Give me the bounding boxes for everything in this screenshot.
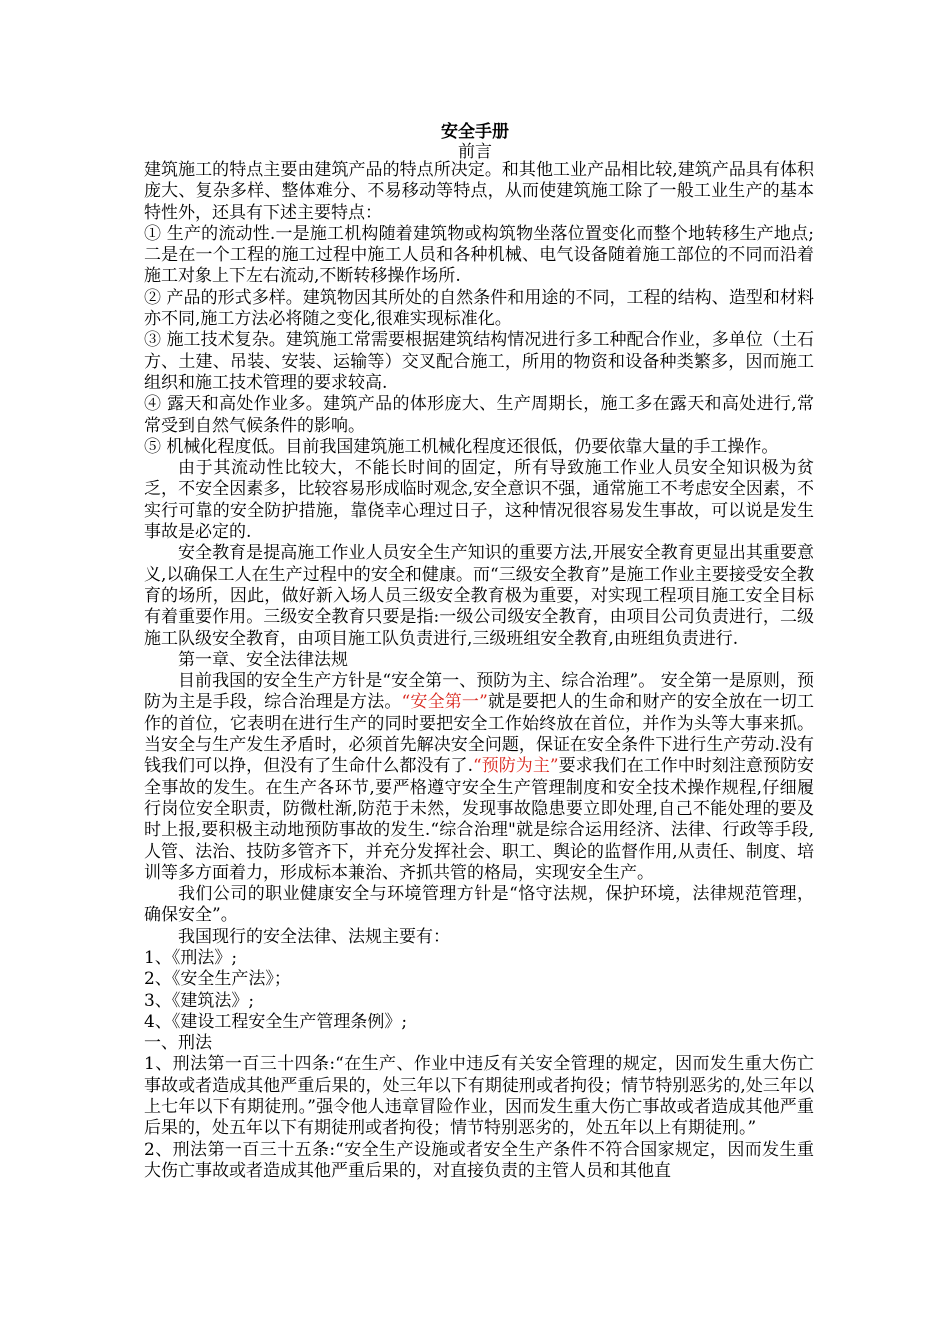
safety-first-highlight: “安全第一”	[401, 692, 488, 713]
policy-text-2: 就是要把人的生命和财产的安全放在一切工作的首位，它表明在进行生产的同时要把安全工作始终放在首位，并作为头等大事来抓。当安全与生产发生矛盾时，必须首先解决安全问题，保证在安全条件下进行生产劳动.没有钱我们可以挣，但没有了生命什么都没有了.	[144, 692, 815, 777]
mobility-paragraph: 由于其流动性比较大，不能长时间的固定，所有导致施工作业人员安全知识极为贫乏，不安全因素多，比较容易形成临时观念,安全意识不强，通常施工不考虑安全因素，不实行可靠的安全防护措施，靠侥幸心理过日子，这种情况很容易发生事故，可以说是发生事故是必定的.	[144, 458, 814, 543]
law-item: 3、《建筑法》;	[144, 990, 255, 1011]
point-outdoor: ④ 露天和高处作业多。建筑产品的体形庞大、生产周期长，施工多在露天和高处进行,常常受到自然气候条件的影响。	[144, 394, 814, 436]
point-mobility: ① 生产的流动性.一是施工机构随着建筑物或构筑物坐落位置变化而整个地转移生产地点;二是在一个工程的施工过程中施工人员和各种机械、电气设备随着施工部位的不同而沿着施工对象上下左右流动,不断转移操作场所.	[144, 223, 814, 287]
law-item: 2、《安全生产法》；	[144, 969, 291, 990]
laws-intro: 我国现行的安全法律、法规主要有：	[178, 926, 450, 947]
law-item: 1、《刑法》;	[144, 947, 238, 968]
policy-paragraph	[144, 671, 814, 884]
intro-paragraph: 建筑施工的特点主要由建筑产品的特点所决定。和其他工业产品相比较,建筑产品具有体积庞大、复杂多样、整体难分、不易移动等特点，从而使建筑施工除了一般工业生产的基本特性外，还具有下述主要特点：	[144, 160, 814, 223]
article-135: 2、刑法第一百三十五条:“安全生产设施或者安全生产条件不符合国家规定，因而发生重大伤亡事故或者造成其他严重后果的，对直接负责的主管人员和其他直	[144, 1139, 814, 1181]
company-policy-paragraph: 我们公司的职业健康安全与环境管理方针是“恪守法规，保护环境，法律规范管理，确保安全”。	[144, 884, 814, 926]
point-diversity: ② 产品的形式多样。建筑物因其所处的自然条件和用途的不同，工程的结构、造型和材料亦不同,施工方法必将随之变化,很难实现标准化。	[144, 287, 814, 330]
education-paragraph: 安全教育是提高施工作业人员安全生产知识的重要方法,开展安全教育更显出其重要意义,以确保工人在生产过程中的安全和健康。而“三级安全教育”是施工作业主要接受安全教育的场所，因此，做好新入场人员三级安全教育极为重要，对实现工程项目施工安全目标有着重要作用。三级安全教育只要是指:一级公司级安全教育，由项目公司负责进行，二级施工队级安全教育，由项目施工队负责进行,三级班组安全教育,由班组负责进行.	[144, 543, 814, 649]
policy-text-1: 目前我国的安全生产方针是“安全第一、预防为主、综合治理”。 安全第一是原则，预防为主是手段，综合治理是方法。	[144, 671, 814, 713]
preface-heading: 前言	[458, 142, 492, 162]
prevention-first-highlight: “预防为主”	[473, 756, 559, 777]
point-complexity: ③ 施工技术复杂。建筑施工常需要根据建筑结构情况进行多工种配合作业，多单位（土石方、土建、吊装、安装、运输等）交叉配合施工，所用的物资和设备种类繁多，因而施工组织和施工技术管理的要求较高.	[144, 330, 814, 393]
law-item: 4、《建设工程安全生产管理条例》;	[144, 1011, 408, 1032]
document-body	[144, 160, 814, 1182]
section-criminal-law: 一、刑法	[144, 1033, 212, 1054]
point-mechanization: ⑤ 机械化程度低。目前我国建筑施工机械化程度还很低，仍要依靠大量的手工操作。	[144, 436, 779, 457]
article-134: 1、刑法第一百三十四条:“在生产、作业中违反有关安全管理的规定，因而发生重大伤亡事故或者造成其他严重后果的，处三年以下有期徒刑或者拘役；情节特别恶劣的,处三年以上七年以下有期徒刑。”强令他人违章冒险作业，因而发生重大伤亡事故或者造成其他严重后果的，处五年以下有期徒刑或者拘役；情节特别恶劣的，处五年以上有期徒刑。”	[144, 1054, 814, 1139]
document-title: 安全手册	[441, 122, 509, 142]
policy-text-3: 要求我们在工作中时刻注意预防安全事故的发生。在生产各环节,要严格遵守安全生产管理制度和安全技术操作规程,仔细履行岗位安全职责，防微杜渐,防范于未然，发现事故隐患要立即处理,自己不能处理的要及时上报,要积极主动地预防事故的发生.“综合治理"就是综合运用经济、法律、行政等手段,人管、法治、技防多管齐下，并充分发挥社会、职工、舆论的监督作用,从责任、制度、培训等多方面着力，形成标本兼治、齐抓共管的格局，实现安全生产。	[144, 756, 815, 883]
chapter-heading: 第一章、安全法律法规	[178, 649, 348, 670]
